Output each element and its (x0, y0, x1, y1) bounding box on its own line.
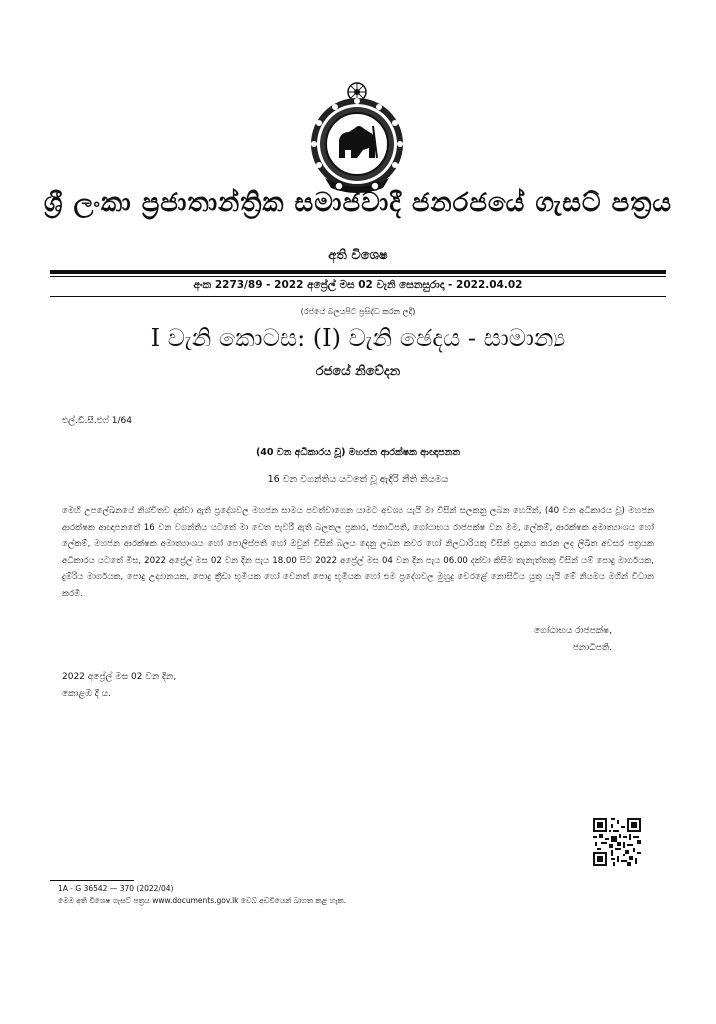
header-divider-thin (50, 276, 666, 277)
notice-body: මෙහි උපලේඛනයේ නිශ්චිතව දක්වා ඇති ප්‍රදේශවල මහජන සාමය පවත්වාගෙන යාමට අවශ්‍ය යැයි මා විසින් සලකනු ලබන හෙයින්, (40 වන අධිකාරය වූ) මහජන ආරක්ෂක ආඥාපනතේ 16 වන වගන්තිය යටතේ මා වෙත පැවරී ඇති බලතල ප්‍රකාර, ජනාධිපති, ගෝඨාභය රාජපක්ෂ වන මම, ලේකම්, ආරක්ෂක අමාත්‍යාංශය හෝ ලේකම්, මහජන ආරක්ෂක අමාත්‍යාංශය හෝ පොලිස්පති හෝ ඔවුන් විසින් බලය දෙනු ලබන කවර හෝ නිලධාරියකු විසින් ප්‍රදානය කරන ලද ලිඛිත අවසර පත්‍රයක අධිකාරය යටතේ මිස, 2022 අප්‍රේල් මස 02 වන දින පැය 18.00 සිට 2022 අප්‍රේල් මස 04 වන දින පැය 06.00 දක්වා කිසිම තැනැත්තකු විසින් යම් පොදු මාර්ගයක, දුම්රිය මාර්ගයක, පොදු උද්‍යානයක, පොදු ක්‍රීඩා භූමියක හෝ වෙනත් පොදු භූමියක හෝ එම ප්‍රදේශවල මුහුදු වෙරළේ නොසිටිය යුතු යැයි මේ නියමය මගින් විධාන කරමි. (62, 506, 654, 599)
authority-note: (රජයේ බලයපිට ප්‍රසිද්ධ කරන ලදී) (300, 307, 416, 316)
part-heading: I වැනි කොටස: (I) වැනි ඡෙදය - සාමාන්‍ය (150, 324, 566, 352)
reference-number: එල්.ඩී.සී.එෆ් 1/64 (62, 416, 132, 426)
ordinance-title: (40 වන අධිකාරය වූ) මහජන ආරක්ෂක ආඥාපනත (255, 447, 461, 458)
extraordinary-label: අති විශෙෂ (328, 248, 388, 263)
signatory-name: ගෝඨාභය රාජපක්ෂ, (534, 626, 612, 636)
issue-line: අංක 2273/89 - 2022 අප්‍රේල් මස 02 වැනි සෙනසුරාදා - 2022.04.02 (193, 279, 523, 291)
national-emblem-icon (303, 78, 411, 194)
issue-place: කොළඹ දී ය. (62, 689, 111, 699)
issue-divider (50, 296, 666, 297)
signatory-title: ජනාධිපති. (572, 643, 612, 653)
footnote-divider (50, 880, 134, 881)
gazette-title: ශ්‍රී ලංකා ප්‍රජාතාන්ත්‍රික සමාජවාදී ජනරජයේ ගැසට් පත්‍රය (43, 188, 673, 218)
qr-code-icon (593, 818, 641, 866)
section-heading: රජයේ නිවේදන (315, 364, 401, 379)
header-divider (50, 270, 666, 274)
regulation-subtitle: 16 වන වගන්තිය යටතේ වූ ඇඳිරි නීති නියමය (267, 474, 449, 485)
issue-date: 2022 අප්‍රේල් මස 02 වන දින, (62, 672, 177, 682)
download-note: මෙම අති විශෙෂ ගැසට් පත්‍රය www.documents.gov.lk වෙබ් අඩවියෙන් බාගත කළ හැක. (58, 896, 347, 905)
print-code: 1A - G 36542 — 370 (2022/04) (58, 884, 174, 893)
